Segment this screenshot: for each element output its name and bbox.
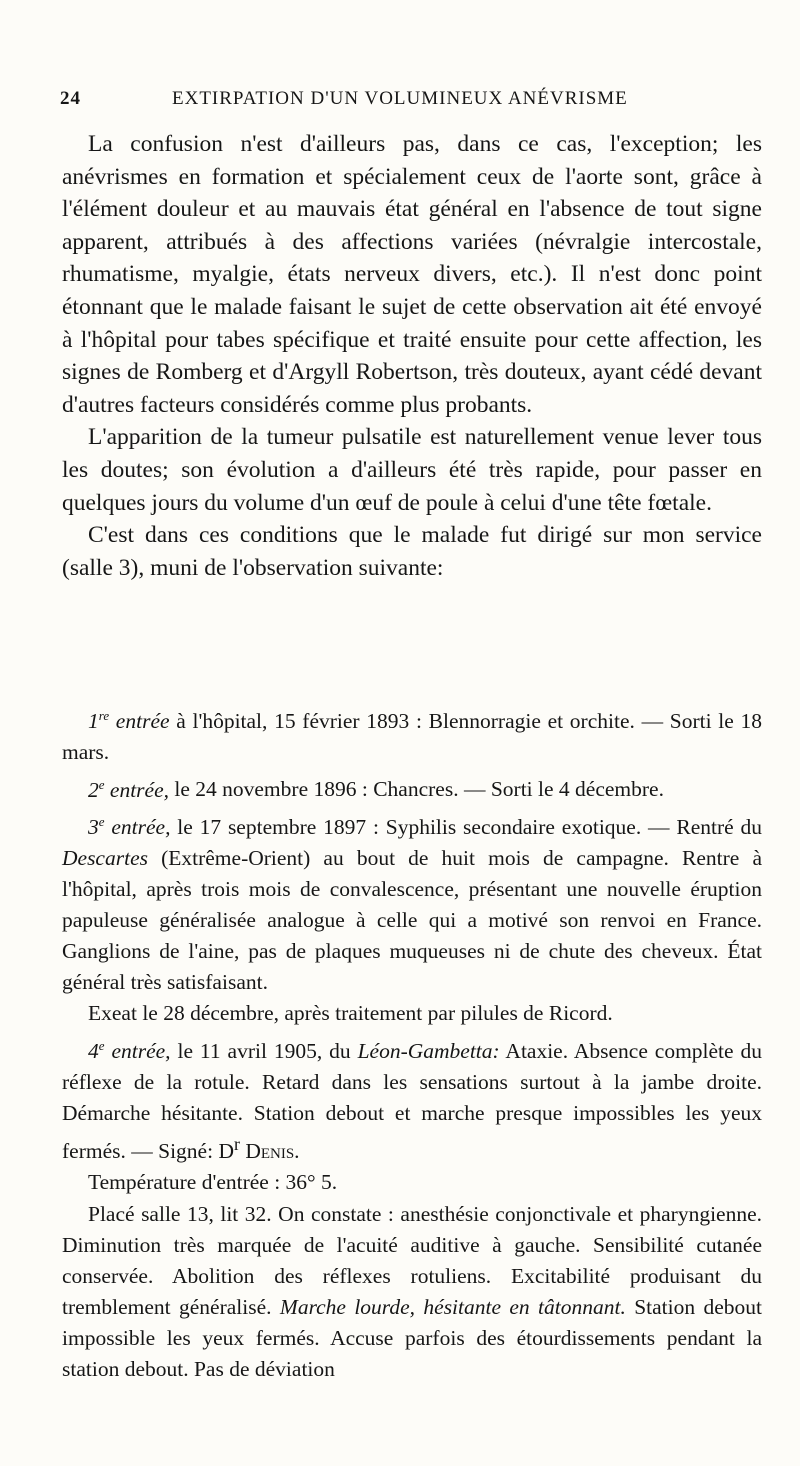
- observation-block: [62, 700, 762, 1385]
- exeat-line: Exeat le 28 décembre, après traitement par pilules de Ricord.: [88, 1001, 613, 1026]
- final-italic-gait: Marche lourde, hésitante en tâtonnant.: [279, 1294, 626, 1319]
- entry-3-text-b: (Extrême-Orient) au bout de huit mois de campagne. Rentre à l'hôpital, après trois mois de convalescence, présentant une nouvelle éruption papuleuse généralisée analogue à celle qui a motivé son renvoi en France. Ganglions de l'aine, pas de plaques muqueuses ni de chute des cheveux. État général très satisfaisant.: [62, 846, 762, 995]
- entry-4-ordinal: 4e entrée,: [88, 1037, 171, 1063]
- doctor-abbrev-sup: r: [233, 1133, 240, 1154]
- page-header: [60, 88, 760, 118]
- ship-name-leon-gambetta: Léon-Gambetta:: [357, 1038, 500, 1063]
- main-text: [62, 128, 762, 584]
- paragraph-tumeur: L'apparition de la tumeur pulsatile est naturellement venue lever tous les doutes; son évolution a d'ailleurs été très rapide, pour passer en quelques jours du volume d'un œuf de poule à celui d'une tête fœtale.: [62, 424, 762, 516]
- entry-4: [62, 1030, 762, 1167]
- page-number: 24: [60, 88, 81, 109]
- entry-4-text-a: le 11 avril 1905, du: [170, 1038, 358, 1063]
- entry-3-ordinal: 3e entrée,: [88, 813, 171, 840]
- entry-2-text: le 24 novembre 1896 : Chancres. — Sorti le 4 décembre.: [169, 777, 664, 802]
- entry-3: [62, 806, 762, 998]
- paragraph-confusion: La confusion n'est d'ailleurs pas, dans ce cas, l'exception; les anévrismes en formation et spécialement ceux de l'aorte sont, grâce à l'élément douleur et au mauvais état général en l'absence de tout signe apparent, attribués à des affections variées (névralgie intercostale, rhumatisme, myalgie, états nerveux divers, etc.). Il n'est donc point étonnant que le malade faisant le sujet de cette observation ait été envoyé à l'hôpital pour tabes spécifique et traité ensuite pour cette affection, les signes de Romberg et d'Argyll Robertson, très douteux, ayant cédé devant d'autres facteurs considérés comme plus probants.: [62, 131, 762, 418]
- entry-1: [62, 700, 762, 768]
- final-text-b: Station debout impossible les yeux fermés. Accuse parfois des étourdissements pendant la station debout. Pas de déviation: [62, 1294, 762, 1381]
- entry-2: [62, 768, 762, 805]
- ship-name-descartes: Descartes: [62, 846, 148, 871]
- running-title: EXTIRPATION D'UN VOLUMINEUX ANÉVRISME: [172, 88, 628, 109]
- entry-3-text-a: le 17 septembre 1897 : Syphilis secondaire exotique. — Rentré du: [170, 815, 762, 840]
- paragraph-conditions: C'est dans ces conditions que le malade fut dirigé sur mon service (salle 3), muni de l'observation suivante:: [62, 522, 762, 581]
- entry-1-ordinal: 1re entrée: [88, 708, 170, 734]
- entry-1-text: à l'hôpital, 15 février 1893 : Blennorragie et orchite. — Sorti le 18 mars.: [62, 709, 763, 765]
- entry-2-ordinal: 2e entrée,: [88, 776, 169, 802]
- temperature-line: Température d'entrée : 36° 5.: [88, 1170, 338, 1195]
- entry-4-text-b: Ataxie. Absence complète du réflexe de la rotule. Retard dans les sensations surtout à la jambe droite. Démarche hésitante. Station debout et marche presque impossibles les yeux fermés. — Signé: D: [62, 1038, 762, 1163]
- signer-name: Denis.: [239, 1138, 300, 1163]
- final-paragraph: [62, 1199, 762, 1385]
- final-text-a: Placé salle 13, lit 32. On constate : anesthésie conjonctivale et pharyngienne. Diminution très marquée de l'acuité auditive à gauche. Sensibilité cutanée conservée. Abolition des réflexes rotuliens. Excitabilité produisant du tremblement généralisé.: [62, 1201, 762, 1319]
